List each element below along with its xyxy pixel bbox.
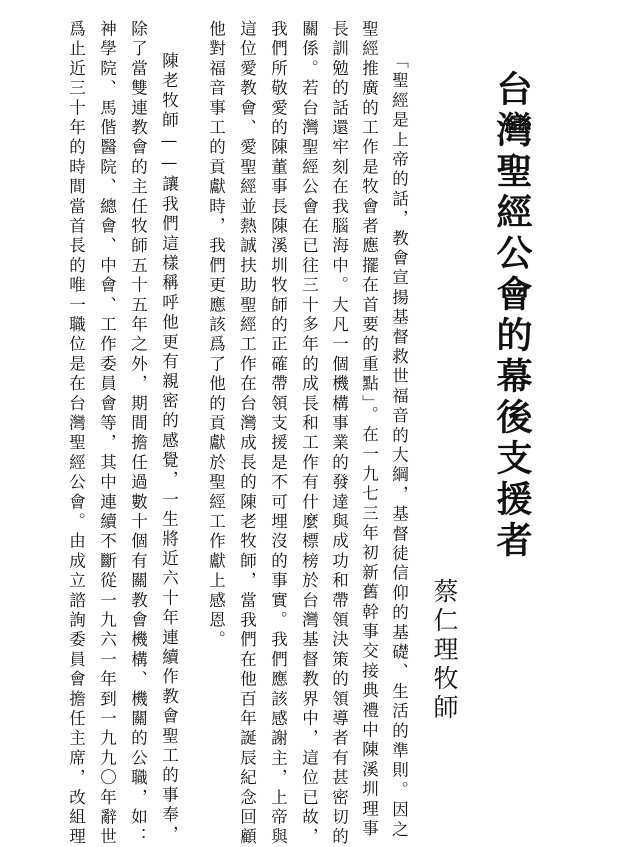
text-column-1: 「聖經是上帝的話，教會宣揚基督救世福音的大綱，基督徒信仰的基礎、生活的準則。因之 [389,52,409,840]
text-column-3: 長訓勉的話還牢刻在我腦海中。大凡一個機構事業的發達與成功和帶領決策的領導者有甚密切的 [329,20,349,847]
text-column-10: 神學院、馬偕醫院、總會、中會、工作委員會等，其中連續不斷從一九六一年到一九九〇年辭世 [97,20,117,847]
article-title: 台灣聖經公會的幕後支援者 [491,70,533,562]
text-column-2: 聖經推廣的工作是牧會者應擺在首要的重點」。在一九七三年初新舊幹事交接典禮中陳溪圳理事 [359,20,379,840]
text-column-7: 他對福音事工的貢獻時，我們更應該爲了他的貢獻於聖經工作獻上感恩。 [206,20,226,651]
text-column-11: 爲止近三十年的時間當首長的唯一職位是在台灣聖經公會。由成立諮詢委員會擔任主席，改組理 [66,20,86,847]
author-byline: 蔡仁理牧師 [430,578,459,723]
text-column-9: 除了當雙連教會的主任牧師五十五年之外，期間擔任過數十個有關教會機構、機關的公職，如： [128,20,148,847]
text-column-4: 關係。若台灣聖經公會在已往三十多年的成長和工作有什麼標榜於台灣基督教界中，這位已故， [299,20,319,847]
text-column-8: 陳老牧師——讓我們這樣稱呼他更有親密的感覺，一生將近六十年連續作教會聖工的事奉， [159,52,179,845]
text-column-6: 這位愛教會、愛聖經並熱誠扶助聖經工作在台灣成長的陳老牧師，當我們在他百年誕辰紀念回顧 [237,20,257,847]
text-column-5: 我們所敬愛的陳董事長陳溪圳牧師的正確帶領支援是不可埋沒的事實。我們應該感謝主，上帝與 [268,20,288,847]
